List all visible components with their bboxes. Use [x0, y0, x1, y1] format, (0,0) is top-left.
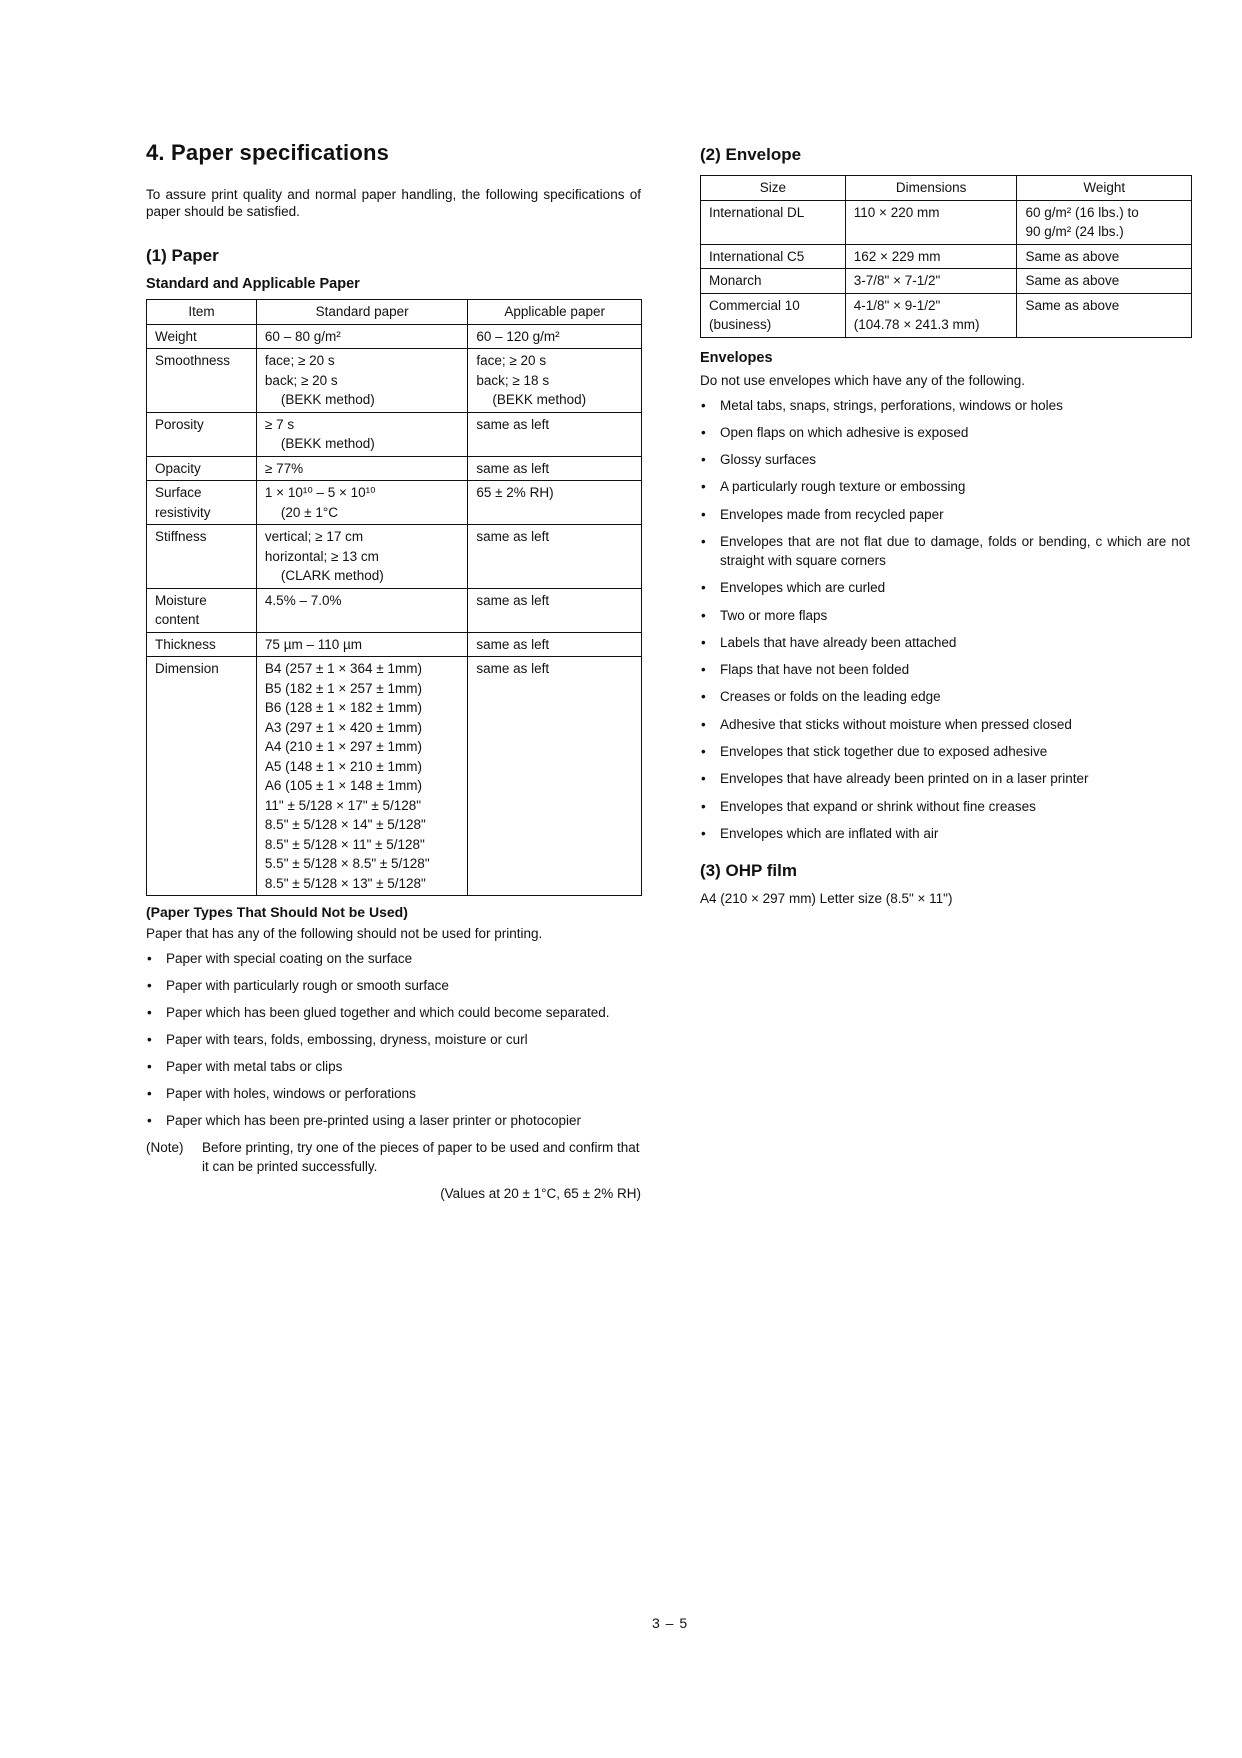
- note-label: (Note): [146, 1140, 184, 1155]
- table-cell: [256, 657, 467, 896]
- page-title: 4. Paper specifications: [146, 140, 390, 165]
- cell-line: 5.5" ± 5/128 × 8.5" ± 5/128": [264, 856, 430, 871]
- table-cell: [147, 588, 257, 632]
- cell-line: Same as above: [1025, 297, 1120, 313]
- not-used-heading: (Paper Types That Should Not be Used): [146, 904, 408, 920]
- table-row: [147, 525, 642, 589]
- list-item: • Adhesive that sticks without moisture when pressed closed: [700, 715, 1190, 734]
- cell-line: A5 (148 ± 1 × 210 ± 1mm): [264, 758, 422, 774]
- list-item: • Envelopes that have already been printed on in a laser printer: [700, 769, 1190, 788]
- table-cell: [468, 324, 642, 349]
- cell-line: face; ≥ 20 s: [476, 353, 547, 368]
- table-cell: [468, 588, 642, 632]
- cell-line: Commercial 10: [709, 297, 800, 313]
- table-cell: [701, 269, 846, 294]
- table-cell: [256, 412, 467, 456]
- standard-paper-heading: Standard and Applicable Paper: [146, 276, 360, 292]
- table-cell: [147, 412, 257, 456]
- table-cell: [468, 456, 642, 481]
- cell-line: 4.5% – 7.0%: [264, 592, 342, 608]
- table-header-row: [147, 300, 642, 325]
- cell-line: Dimension: [155, 661, 219, 676]
- cell-line: 3-7/8" × 7-1/2": [853, 273, 941, 288]
- cell-line: 75 µm – 110 µm: [264, 636, 363, 652]
- cell-line: 11" ± 5/128 × 17" ± 5/128": [264, 797, 422, 813]
- cell-line: Smoothness: [155, 353, 231, 368]
- cell-line: A4 (210 ± 1 × 297 ± 1mm): [264, 739, 422, 754]
- cell-line: back; ≥ 18 s: [476, 372, 550, 388]
- table-cell: [256, 525, 467, 589]
- cell-line: 8.5" ± 5/128 × 14" ± 5/128": [264, 817, 426, 832]
- right-column: [700, 145, 1190, 906]
- list-item: • Creases or folds on the leading edge: [700, 687, 1190, 706]
- table-row: [147, 632, 642, 657]
- paper-spec-table: [146, 299, 642, 896]
- list-item: • Two or more flaps: [700, 606, 1190, 625]
- cell-line: Stiffness: [155, 529, 207, 544]
- table-row: [147, 349, 642, 413]
- cell-line: Surface: [155, 485, 202, 500]
- table-cell: [468, 657, 642, 896]
- ohp-heading: (3) OHP film: [700, 860, 797, 880]
- cell-line: (20 ± 1°C: [280, 504, 339, 520]
- list-item: • Envelopes which are inflated with air: [700, 824, 1190, 843]
- table-cell: [147, 481, 257, 525]
- cell-line: same as left: [476, 661, 550, 676]
- table-cell: [468, 349, 642, 413]
- table-row: [701, 244, 1192, 269]
- cell-line: 4-1/8" × 9-1/2": [853, 297, 941, 313]
- table-cell: [256, 456, 467, 481]
- table-row: [147, 481, 642, 525]
- header-applicable: Applicable paper: [468, 300, 642, 325]
- table-cell: [256, 481, 467, 525]
- cell-line: 162 × 229 mm: [853, 248, 941, 264]
- table-cell: [701, 200, 846, 244]
- cell-line: Monarch: [709, 273, 762, 288]
- cell-line: same as left: [476, 529, 550, 544]
- table-row: [147, 456, 642, 481]
- table-cell: [701, 244, 846, 269]
- cell-line: same as left: [476, 460, 550, 476]
- table-cell: [256, 588, 467, 632]
- values-note: (Values at 20 ± 1°C, 65 ± 2% RH): [440, 1186, 641, 1201]
- table-cell: [147, 525, 257, 589]
- cell-line: Weight: [155, 328, 197, 344]
- cell-line: Same as above: [1025, 273, 1120, 288]
- envelope-heading: (2) Envelope: [700, 145, 802, 164]
- envelope-header-row: [701, 176, 1192, 201]
- cell-line: 65 ± 2% RH): [476, 485, 554, 500]
- table-row: [701, 269, 1192, 294]
- header-size: Size: [701, 176, 846, 201]
- not-used-lead: Paper that has any of the following should not be used for printing.: [146, 926, 543, 941]
- table-row: [701, 293, 1192, 337]
- cell-line: (BEKK method): [280, 436, 375, 451]
- cell-line: (CLARK method): [280, 568, 384, 583]
- list-item: • A particularly rough texture or embossing: [700, 477, 1190, 496]
- table-cell: [468, 632, 642, 657]
- cell-line: 60 g/m² (16 lbs.) to: [1025, 204, 1139, 220]
- envelope-table: [700, 175, 1192, 338]
- cell-line: A3 (297 ± 1 × 420 ± 1mm): [264, 719, 422, 735]
- list-item: • Envelopes made from recycled paper: [700, 505, 1190, 524]
- list-item: • Envelopes that expand or shrink without fine creases: [700, 797, 1190, 816]
- list-item: • Envelopes that stick together due to exposed adhesive: [700, 742, 1190, 761]
- cell-line: same as left: [476, 636, 550, 652]
- cell-line: 60 – 120 g/m²: [476, 328, 560, 344]
- cell-line: Opacity: [155, 460, 201, 476]
- header-weight: Weight: [1017, 176, 1192, 201]
- cell-line: 90 g/m² (24 lbs.): [1025, 224, 1124, 239]
- header-item: Item: [147, 300, 257, 325]
- table-cell: [147, 324, 257, 349]
- table-row: [147, 588, 642, 632]
- cell-line: International C5: [709, 248, 805, 264]
- header-dimensions: Dimensions: [845, 176, 1017, 201]
- cell-line: resistivity: [155, 504, 211, 520]
- table-cell: [701, 293, 846, 337]
- cell-line: 8.5" ± 5/128 × 13" ± 5/128": [264, 875, 426, 891]
- list-item: • Paper with tears, folds, embossing, dryness, moisture or curl: [146, 1030, 641, 1049]
- cell-line: face; ≥ 20 s: [264, 353, 335, 368]
- table-cell: [845, 200, 1017, 244]
- cell-line: (business): [709, 317, 772, 332]
- table-row: [147, 412, 642, 456]
- table-row: [701, 200, 1192, 244]
- table-row: [147, 324, 642, 349]
- table-cell: [1017, 244, 1192, 269]
- cell-line: ≥ 77%: [264, 460, 304, 476]
- table-cell: [468, 412, 642, 456]
- table-cell: [147, 632, 257, 657]
- list-item: • Labels that have already been attached: [700, 633, 1190, 652]
- list-item: • Envelopes that are not flat due to damage, folds or bending, c which are not straight with square corners: [700, 532, 1190, 570]
- list-item: • Paper with holes, windows or perforations: [146, 1084, 641, 1103]
- table-cell: [468, 481, 642, 525]
- cell-line: 60 – 80 g/m²: [264, 328, 341, 344]
- table-cell: [256, 324, 467, 349]
- cell-line: B6 (128 ± 1 × 182 ± 1mm): [264, 700, 422, 715]
- envelope-table-body: [701, 200, 1192, 337]
- cell-line: 8.5" ± 5/128 × 11" ± 5/128": [264, 836, 425, 852]
- cell-line: (104.78 × 241.3 mm): [853, 317, 980, 332]
- cell-line: Same as above: [1025, 248, 1120, 264]
- ohp-text: A4 (210 × 297 mm) Letter size (8.5" × 11"): [700, 890, 953, 906]
- cell-line: same as left: [476, 592, 550, 608]
- cell-line: horizontal; ≥ 13 cm: [264, 548, 379, 564]
- list-item: • Paper with particularly rough or smooth surface: [146, 976, 641, 995]
- envelopes-lead: Do not use envelopes which have any of the following.: [700, 372, 1025, 388]
- table-cell: [256, 349, 467, 413]
- list-item: • Paper with special coating on the surface: [146, 949, 641, 968]
- table-cell: [468, 525, 642, 589]
- cell-line: vertical; ≥ 17 cm: [264, 529, 364, 544]
- list-item: • Envelopes which are curled: [700, 578, 1190, 597]
- cell-line: back; ≥ 20 s: [264, 372, 338, 388]
- cell-line: International DL: [709, 204, 805, 220]
- list-item: • Metal tabs, snaps, strings, perforations, windows or holes: [700, 396, 1190, 415]
- envelopes-heading: Envelopes: [700, 349, 773, 366]
- list-item: • Glossy surfaces: [700, 450, 1190, 469]
- cell-line: (BEKK method): [280, 392, 375, 407]
- list-item: • Flaps that have not been folded: [700, 660, 1190, 679]
- cell-line: (BEKK method): [492, 392, 587, 407]
- list-item: • Paper which has been pre-printed using a laser printer or photocopier: [146, 1111, 641, 1130]
- table-cell: [845, 293, 1017, 337]
- cell-line: 1 × 10¹⁰ – 5 × 10¹⁰: [264, 485, 376, 500]
- table-cell: [147, 349, 257, 413]
- table-cell: [845, 269, 1017, 294]
- envelope-list: [700, 396, 1190, 843]
- page-number: 3 – 5: [652, 1615, 689, 1631]
- header-standard: Standard paper: [256, 300, 467, 325]
- cell-line: Thickness: [155, 636, 216, 652]
- note: [146, 1138, 641, 1176]
- cell-line: content: [155, 612, 200, 627]
- paper-table-body: [147, 324, 642, 896]
- table-cell: [147, 657, 257, 896]
- intro-text: To assure print quality and normal paper handling, the following specifications of paper should be satisfied.: [146, 187, 641, 219]
- list-item: • Paper with metal tabs or clips: [146, 1057, 641, 1076]
- table-row: [147, 657, 642, 896]
- cell-line: A6 (105 ± 1 × 148 ± 1mm): [264, 778, 422, 793]
- cell-line: B4 (257 ± 1 × 364 ± 1mm): [264, 661, 422, 676]
- table-cell: [1017, 293, 1192, 337]
- table-cell: [1017, 269, 1192, 294]
- list-item: • Paper which has been glued together and which could become separated.: [146, 1003, 641, 1022]
- left-column: [146, 140, 641, 1201]
- table-cell: [1017, 200, 1192, 244]
- list-item: • Open flaps on which adhesive is exposed: [700, 423, 1190, 442]
- note-text: Before printing, try one of the pieces of paper to be used and confirm that it can be printed successfully.: [202, 1140, 640, 1174]
- cell-line: Moisture: [155, 592, 207, 608]
- table-cell: [256, 632, 467, 657]
- not-used-list: [146, 949, 641, 1130]
- cell-line: ≥ 7 s: [264, 416, 295, 432]
- cell-line: B5 (182 ± 1 × 257 ± 1mm): [264, 680, 422, 696]
- cell-line: 110 × 220 mm: [853, 204, 940, 220]
- table-cell: [845, 244, 1017, 269]
- paper-heading: (1) Paper: [146, 246, 219, 265]
- table-cell: [147, 456, 257, 481]
- cell-line: same as left: [476, 416, 550, 432]
- cell-line: Porosity: [155, 416, 204, 432]
